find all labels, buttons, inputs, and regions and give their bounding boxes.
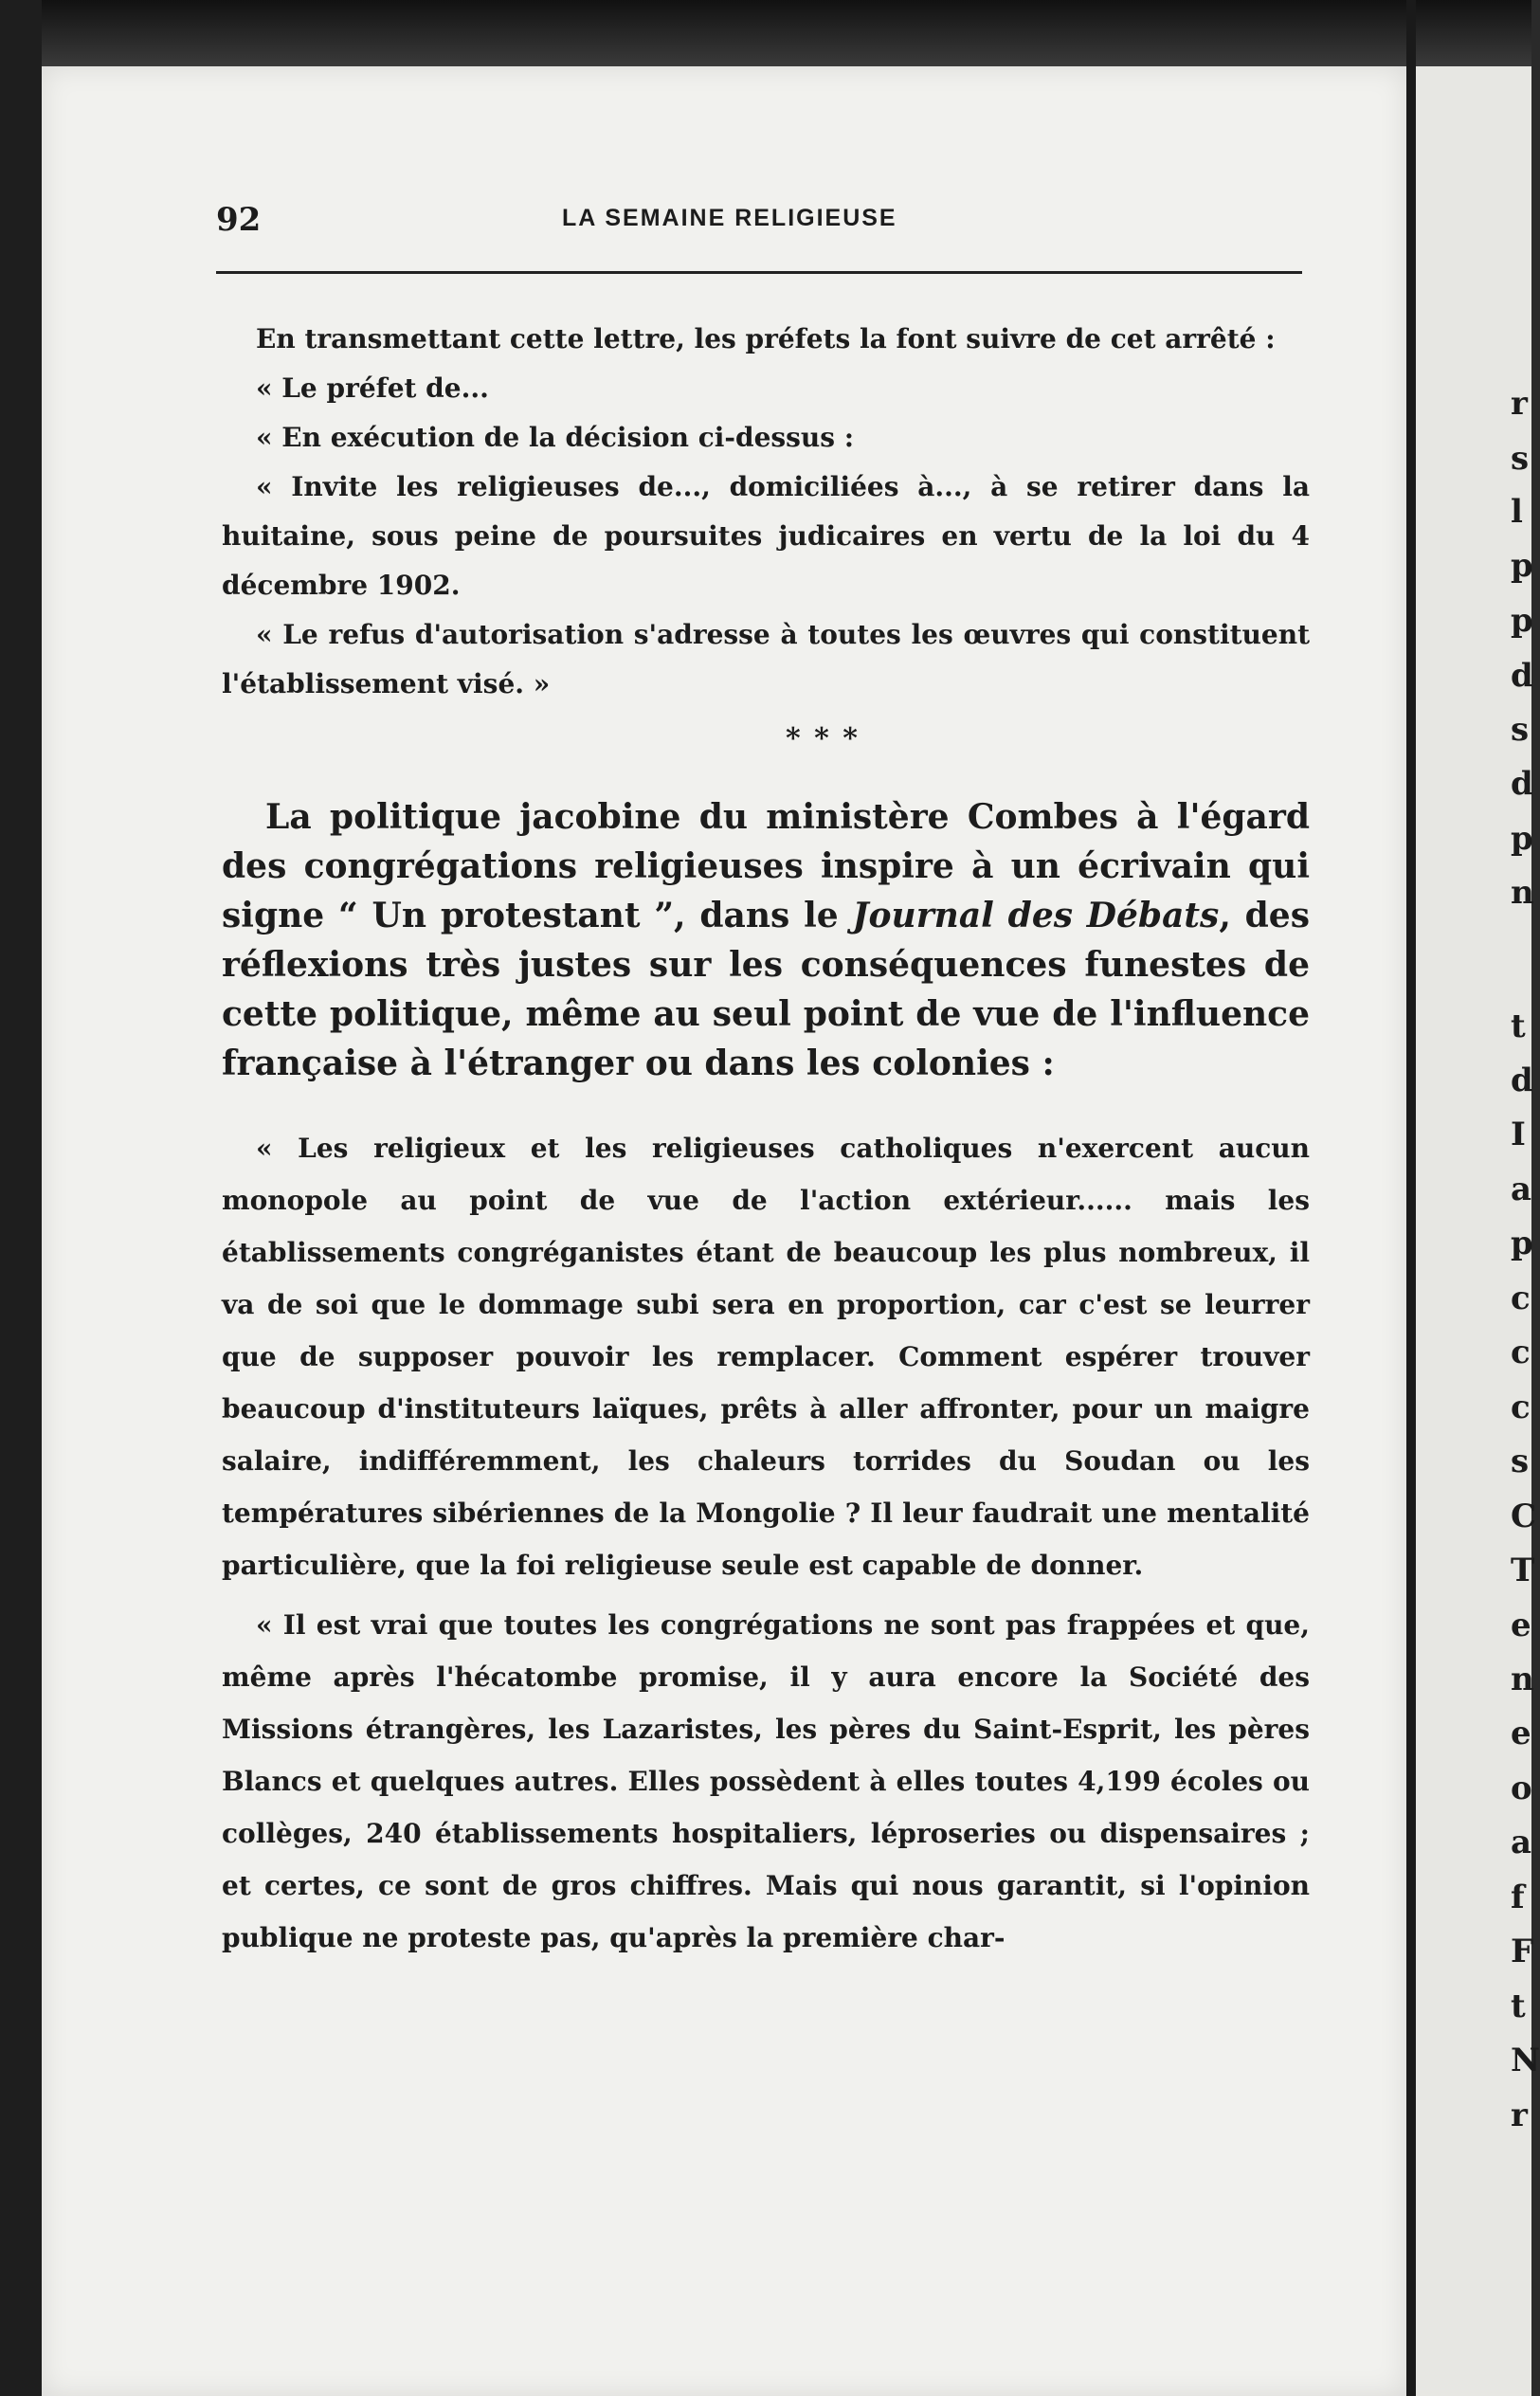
intro-paragraph (222, 792, 1310, 1088)
next-page-fragment: d (1511, 1062, 1533, 1099)
next-page-fragment: o (1511, 1770, 1532, 1807)
section-separator: * * * (786, 722, 860, 755)
next-page-fragment: c (1511, 1334, 1531, 1371)
next-page-fragment: N (1511, 2042, 1540, 2079)
next-page-fragment: e (1511, 1606, 1531, 1644)
next-page-fragment: d (1511, 657, 1533, 695)
order-paragraph: « Invite les religieuses de..., domiciliées à..., à se retirer dans la huitaine, sous peine de poursuites judicaires en vertu de la loi du 4 décembre 1902. (222, 471, 1310, 601)
next-page-fragment: f (1511, 1879, 1525, 1916)
next-page-fragment: t (1511, 1007, 1526, 1045)
scan-border-top (0, 0, 1531, 66)
next-page-fragment: s (1511, 711, 1530, 749)
next-page-fragment: s (1511, 1443, 1530, 1480)
running-title: LA SEMAINE RELIGIEUSE (562, 205, 897, 231)
order-paragraph: En transmettant cette lettre, les préfets la font suivre de cet arrêté : (256, 323, 1276, 354)
next-page-fragment: C (1511, 1498, 1537, 1535)
next-page-fragment: T (1511, 1552, 1535, 1589)
journal-title: Journal des Débats (852, 896, 1220, 935)
intro-text-after: , des réflexions très justes sur les conséquences funestes de cette politique, même au seul point de vue de l'influence française à l'étranger ou dans les colonies : (222, 896, 1310, 1083)
next-page-fragment: a (1511, 1171, 1532, 1208)
next-page-fragment: l (1511, 493, 1523, 531)
next-page-fragment: p (1511, 820, 1533, 858)
quote-paragraph: « Les religieux et les religieuses catholiques n'exercent aucun monopole au point de vue de l'action extérieur...... mais les établissements congréganistes étant de beaucoup les plus nombreux, il va de soi que le dommage subi sera en proportion, car c'est se leurrer que de supposer pouvoir les remplacer. Comment espérer trouver beaucoup d'instituteurs laïques, prêts à aller affronter, pour un maigre salaire, indifféremment, les chaleurs torrides du Soudan ou les températures sibériennes de la Mongolie ? Il leur faudrait une mentalité particulière, que la foi religieuse seule est capable de donner. (222, 1133, 1310, 1581)
intro-text-before: La politique jacobine du ministère Combes à l'égard des congrégations religieuses inspire à un écrivain qui signe “ Un protestant ”, dans le (222, 797, 1310, 935)
prefect-order-section (222, 315, 1310, 709)
next-page-fragment: t (1511, 1988, 1526, 2025)
scan-border-left (0, 0, 42, 2396)
next-page-fragment: c (1511, 1280, 1531, 1317)
page-number: 92 (216, 201, 262, 239)
next-page-fragment: e (1511, 1715, 1531, 1752)
next-page-fragment: s (1511, 440, 1530, 478)
next-page-fragment: d (1511, 765, 1533, 803)
next-page-fragment: I (1511, 1116, 1526, 1153)
next-page-fragment: r (1511, 385, 1528, 423)
quote-paragraph: « Il est vrai que toutes les congrégations ne sont pas frappées et que, même après l'hécatombe promise, il y aura encore la Société des Missions étrangères, les Lazaristes, les pères du Saint-Esprit, les pères Blancs et quelques autres. Elles possèdent à elles toutes 4,199 écoles ou collèges, 240 établissements hospitaliers, léproseries ou dispensaires ; et certes, ce sont de gros chiffres. Mais qui nous garantit, si l'opinion publique ne proteste pas, qu'après la première char- (222, 1609, 1310, 1953)
next-page-fragment: n (1511, 874, 1534, 912)
next-page-fragment: a (1511, 1824, 1532, 1861)
order-paragraph: « En exécution de la décision ci-dessus : (256, 422, 855, 453)
header-rule (216, 271, 1302, 274)
next-page-fragment: n (1511, 1661, 1534, 1698)
page-header (216, 201, 1302, 243)
book-gutter (1406, 0, 1416, 2396)
next-page-fragment: c (1511, 1389, 1531, 1426)
quotation-section (222, 1122, 1310, 1964)
page-body (222, 315, 1310, 1964)
intro-section (222, 792, 1310, 1088)
next-page-fragment: F (1511, 1933, 1534, 1970)
next-page-fragment: p (1511, 1225, 1533, 1262)
order-paragraph: « Le refus d'autorisation s'adresse à toutes les œuvres qui constituent l'établissement visé. » (222, 619, 1310, 699)
next-page-fragment: p (1511, 547, 1533, 585)
next-page-fragment: r (1511, 2096, 1528, 2134)
next-page-fragment: p (1511, 602, 1533, 640)
next-page-edge (1416, 66, 1540, 2396)
order-paragraph: « Le préfet de... (256, 372, 489, 404)
